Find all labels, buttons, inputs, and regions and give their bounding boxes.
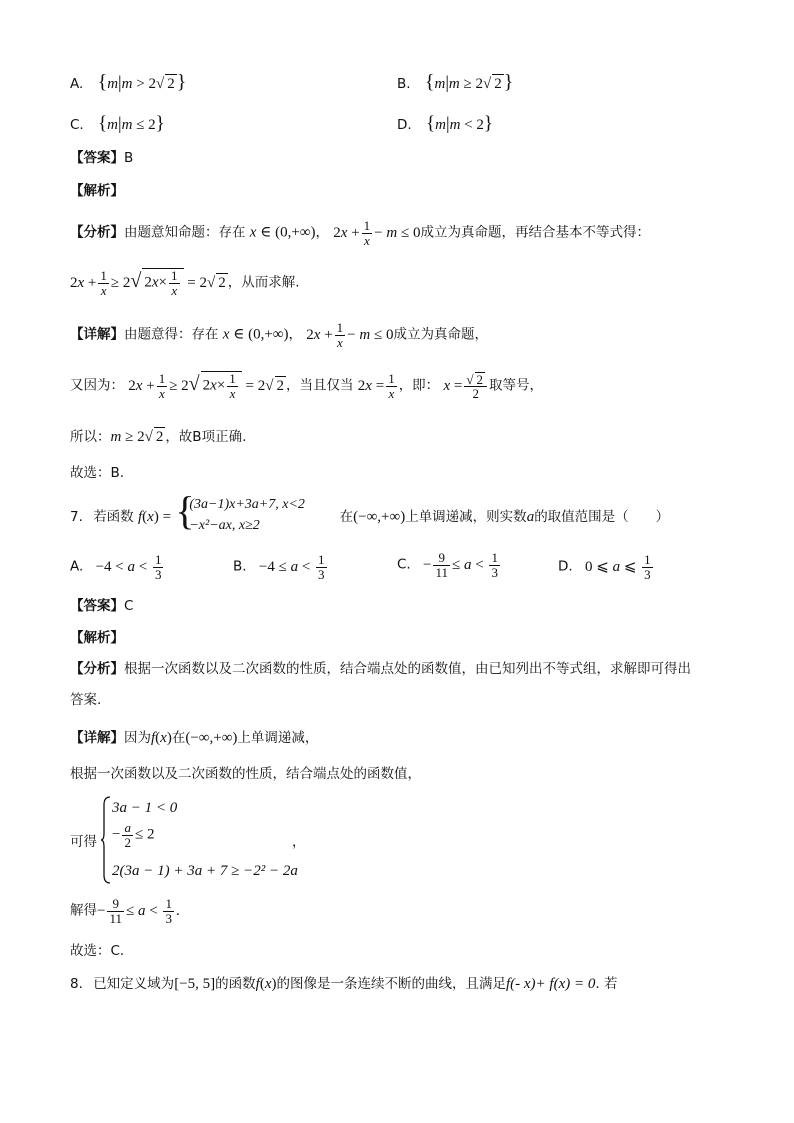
q6-fenxi-line1: 【分析】由题意知命题：存在 x ∈ (0,+∞)， 2x + $\frac{1}{x}$ − m ≤ 0成立为真命题，再结合基本不等式得： (70, 218, 650, 248)
q7-option-c (397, 551, 502, 579)
question-text: . 若 (595, 976, 618, 992)
question-text: 若函数 (93, 509, 134, 525)
option-expression: {m|m < 2} (425, 113, 493, 134)
q6-option-d (397, 113, 493, 136)
question-number: 7. (70, 509, 83, 525)
option-expression: 0 ⩽ a ⩽ $\frac{1}{3}$ (584, 552, 651, 582)
option-expression: {m|m ≤ 2} (98, 113, 165, 134)
option-letter: D. (558, 558, 573, 575)
question-text: 在 (339, 509, 354, 525)
system-row-3: 2(3a − 1) + 3a + 7 ≥ −2² − 2a (112, 863, 298, 879)
detail-tag: 【详解】 (70, 730, 124, 746)
q6-option-c (70, 113, 165, 136)
option-letter: C. (70, 117, 84, 133)
q7-detail-solve (70, 897, 180, 925)
detail-text: 取等号， (489, 377, 544, 394)
detail-text: 又因为： (70, 377, 124, 394)
question-text: 已知定义域为 (93, 976, 175, 992)
detail-text: 故选：C. (70, 943, 125, 959)
question-text: 的图像是一条连续不断的曲线，且满足 (276, 976, 506, 992)
q6-fenxi-line2 (70, 268, 300, 297)
function-name: f(x) = (137, 509, 172, 525)
detail-text: 可得 (70, 834, 97, 850)
q7-option-a (70, 553, 165, 581)
q6-detail-line3 (70, 427, 246, 446)
detail-text: 成立为真命题， (393, 326, 488, 343)
fenxi-text: 成立为真命题，再结合基本不等式得： (420, 224, 650, 241)
option-letter: D. (397, 117, 412, 133)
option-letter: A. (70, 558, 84, 575)
option-expression: {m|m > 2√ 2 } (97, 71, 187, 93)
jiexi-tag: 【解析】 (70, 630, 124, 646)
detail-text: 因为 (124, 730, 151, 746)
detail-text: 解得 (70, 902, 97, 919)
math-expr: x ∈ (0,+∞) (249, 224, 316, 241)
option-letter: B. (397, 76, 411, 92)
answer-value: B (124, 150, 134, 166)
q6-jiexi (70, 183, 124, 199)
option-expression: −4 ≤ a < $\frac{1}{3}$ (258, 552, 325, 582)
q6-option-b (397, 70, 513, 94)
math-expr: x = $\frac{√ 2}{2}$ (443, 378, 489, 394)
q6-answer (70, 150, 133, 166)
option-letter: A. (70, 76, 84, 92)
q7-stem: 7. 若函数 f(x) = { (3a−1)x+3a+7, x<2 −x²−ax, x≥2 在(−∞,+∞)上单调递减，则实数a的取值范围是（ ） (70, 497, 669, 541)
interval: (−∞,+∞) (353, 509, 406, 525)
fenxi-text: 根据一次函数以及二次函数的性质，结合端点处的函数值，由已知列出不等式组，求解即可得出 (124, 661, 691, 677)
detail-text: ，故B项正确. (165, 429, 247, 445)
math-expr: m ≥ 2√ 2 (110, 429, 164, 445)
math-expr: f(- x)+ f(x) = 0 (505, 976, 596, 992)
detail-text: 上单调递减， (237, 730, 319, 746)
domain-interval: [−5, 5] (174, 976, 216, 992)
q7-option-d (558, 553, 655, 581)
detail-text: 所以： (70, 429, 111, 445)
system-brace (100, 795, 112, 885)
detail-text: 根据一次函数以及二次函数的性质，结合端点处的函数值， (70, 766, 421, 782)
option-expression: −4 < a < $\frac{1}{3}$ (95, 552, 162, 582)
piecewise-definition: { (3a−1)x+3a+7, x<2 −x²−ax, x≥2 (175, 488, 305, 533)
math-expr: 2x + $\frac{1}{x}$ − m ≤ 0 (306, 320, 394, 350)
detail-text: 由题意得：存在 (124, 326, 219, 343)
fenxi-text: ，从而求解. (227, 274, 300, 291)
q7-choice (70, 943, 124, 959)
q7-detail-line2 (70, 766, 421, 782)
detail-text: ，即： (398, 377, 440, 394)
piecewise-case-2: −x²−ax, x≥2 (189, 518, 260, 533)
question-number: 8. (70, 976, 83, 992)
q7-jiexi (70, 630, 124, 646)
q7-option-b (233, 553, 329, 581)
interval: (−∞,+∞) (185, 730, 238, 746)
q7-fenxi-line1 (70, 661, 691, 677)
q8-stem: 8. 已知定义域为[−5, 5]的函数f(x)的图像是一条连续不断的曲线，且满足f(- x)+ f(x) = 0. 若 (70, 976, 618, 992)
q6-detail-line2 (70, 371, 543, 401)
detail-text: 故选：B. (70, 465, 125, 481)
detail-text: 在 (171, 730, 186, 746)
math-expr: − $\frac{9}{11}$ ≤ a < $\frac{1}{3}$ . (97, 896, 180, 926)
inequality-system (100, 795, 320, 887)
fenxi-text: 由题意知命题：存在 (124, 224, 246, 241)
q7-detail-kede (70, 834, 97, 850)
option-expression: {m|m ≥ 2√ 2 } (424, 71, 514, 93)
q6-option-a (70, 70, 186, 94)
option-letter: C. (397, 556, 411, 573)
math-expr: 2x + $\frac{1}{x}$ ≥ 2√ 2x× $\frac{1}{x}$ = 2√ 2 (70, 268, 226, 298)
q7-fenxi-line2 (70, 692, 101, 708)
option-letter: B. (233, 558, 247, 575)
math-expr: 2x + $\frac{1}{x}$ − m ≤ 0 (333, 218, 421, 248)
question-text: 的函数 (215, 976, 256, 992)
jiexi-tag: 【解析】 (70, 183, 124, 199)
q6-choice (70, 465, 124, 481)
system-comma: ， (292, 834, 306, 850)
detail-text: ，当且仅当 (286, 377, 354, 394)
answer-tag: 【答案】 (70, 598, 124, 614)
fenxi-tag: 【分析】 (70, 224, 124, 241)
fenxi-text: 答案. (70, 692, 102, 708)
q7-detail-line1: 【详解】因为f(x)在(−∞,+∞)上单调递减， (70, 730, 319, 746)
answer-value: C (124, 598, 134, 614)
question-text: 上单调递减，则实数 (405, 509, 527, 525)
fenxi-tag: 【分析】 (70, 661, 124, 677)
math-expr: 2x = $\frac{1}{x}$ (357, 371, 395, 401)
math-expr: 2x + $\frac{1}{x}$ ≥ 2√ 2x× $\frac{1}{x}$ = 2√ 2 (128, 371, 284, 401)
detail-tag: 【详解】 (70, 326, 124, 343)
answer-tag: 【答案】 (70, 150, 124, 166)
q7-answer (70, 598, 133, 614)
math-expr: x ∈ (0,+∞) (222, 326, 289, 343)
q6-detail-line1: 【详解】由题意得：存在 x ∈ (0,+∞)， 2x + $\frac{1}{x}$ − m ≤ 0成立为真命题， (70, 320, 488, 350)
system-row-2: − $\frac{a}{2}$ ≤ 2 (112, 820, 155, 850)
piecewise-case-1: (3a−1)x+3a+7, x<2 (189, 497, 305, 512)
system-row-1: 3a − 1 < 0 (112, 800, 178, 816)
question-text: 的取值范围是（ ） (534, 509, 670, 525)
option-expression: − $\frac{9}{11}$ ≤ a < $\frac{1}{3}$ (423, 550, 498, 580)
